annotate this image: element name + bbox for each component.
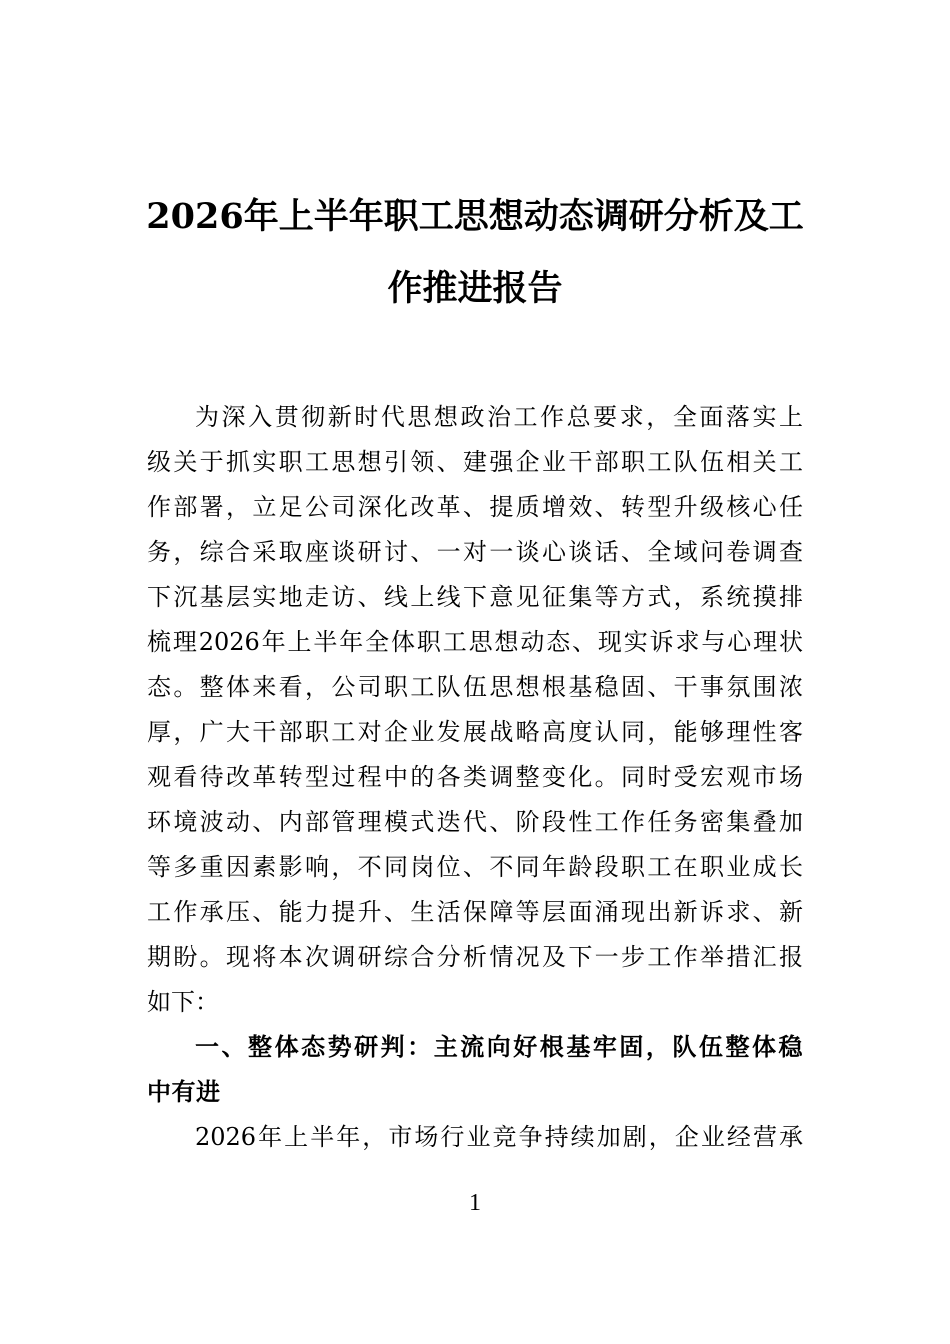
section-heading-line: 中有进 bbox=[147, 1078, 221, 1106]
paragraph-line: 期盼。现将本次调研综合分析情况及下一步工作举措汇报 bbox=[147, 943, 803, 971]
paragraph-line: 工作承压、能力提升、生活保障等层面涌现出新诉求、新 bbox=[147, 898, 803, 926]
section-heading-line: 一、整体态势研判：主流向好根基牢固，队伍整体稳 bbox=[195, 1033, 803, 1061]
paragraph-line: 观看待改革转型过程中的各类调整变化。同时受宏观市场 bbox=[147, 763, 803, 791]
paragraph-line: 务，综合采取座谈研讨、一对一谈心谈话、全域问卷调查 bbox=[147, 538, 803, 566]
paragraph-line: 厚，广大干部职工对企业发展战略高度认同，能够理性客 bbox=[147, 718, 803, 746]
paragraph-line: 环境波动、内部管理模式迭代、阶段性工作任务密集叠加 bbox=[147, 808, 803, 836]
paragraph-line: 梳理2026年上半年全体职工思想动态、现实诉求与心理状 bbox=[147, 628, 803, 656]
paragraph-line: 如下： bbox=[147, 988, 219, 1016]
document-title-line-2: 作推进报告 bbox=[387, 268, 563, 309]
paragraph-line: 作部署，立足公司深化改革、提质增效、转型升级核心任 bbox=[147, 493, 803, 521]
paragraph-line: 态。整体来看，公司职工队伍思想根基稳固、干事氛围浓 bbox=[147, 673, 803, 701]
document-title-line-1: 2026年上半年职工思想动态调研分析及工 bbox=[146, 196, 804, 237]
paragraph-line: 2026年上半年，市场行业竞争持续加剧，企业经营承 bbox=[195, 1123, 803, 1151]
paragraph-line: 下沉基层实地走访、线上线下意见征集等方式，系统摸排 bbox=[147, 583, 803, 611]
page-number: 1 bbox=[469, 1190, 481, 1216]
paragraph-line: 等多重因素影响，不同岗位、不同年龄段职工在职业成长 bbox=[147, 853, 803, 881]
paragraph-line: 级关于抓实职工思想引领、建强企业干部职工队伍相关工 bbox=[147, 448, 803, 476]
paragraph-line: 为深入贯彻新时代思想政治工作总要求，全面落实上 bbox=[195, 403, 803, 431]
